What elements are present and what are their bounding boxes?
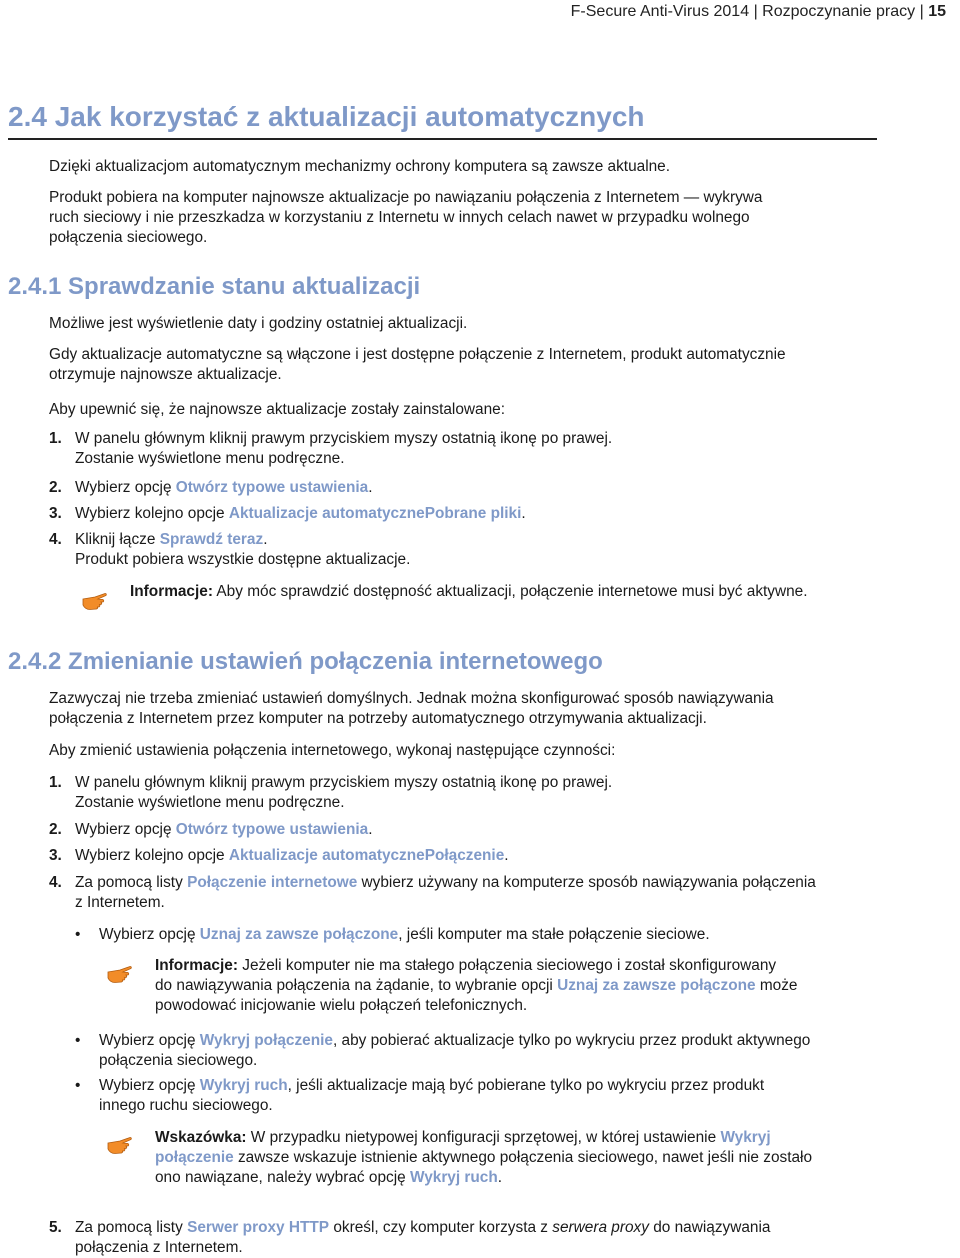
ui-option-link: Uznaj za zawsze połączone — [199, 926, 399, 943]
bullet-text: Wybierz opcję Wykryj połączenie, aby pobierać aktualizacje tylko po wykryciu przez produkt aktywnego połączenia sieciowego. — [99, 1032, 811, 1069]
ui-option-link: Wykryj — [720, 1129, 771, 1146]
step-number: 2. — [49, 821, 62, 838]
pointing-hand-icon — [107, 963, 133, 985]
page-number: 15 — [928, 3, 946, 20]
subsection-title: 2.4.2 Zmienianie ustawień połączenia internetowego — [8, 648, 603, 675]
section-title: 2.4 Jak korzystać z aktualizacji automatycznych — [8, 101, 645, 132]
info-note: Informacje: Aby móc sprawdzić dostępność aktualizacji, połączenie internetowe musi być aktywne. — [130, 583, 808, 600]
step-text: Kliknij łącze Sprawdź teraz. Produkt pobiera wszystkie dostępne aktualizacje. — [75, 531, 411, 568]
ui-option-link: Wykryj ruch — [409, 1169, 498, 1186]
doc-title: F-Secure Anti-Virus 2014 — [570, 3, 750, 20]
ui-option-link: Otwórz typowe ustawienia — [175, 479, 369, 496]
step-number: 3. — [49, 505, 62, 522]
ui-option-link: Aktualizacje automatycznePobrane pliki — [228, 505, 522, 522]
section-intro: Dzięki aktualizacjom automatycznym mechanizmy ochrony komputera są zawsze aktualne. — [49, 158, 671, 175]
bullet-text: Wybierz opcję Wykryj ruch, jeśli aktualizacje mają być pobierane tylko po wykryciu przez produkt innego ruchu sieciowego. — [99, 1077, 765, 1114]
info-note: Informacje: Jeżeli komputer nie ma stałego połączenia sieciowego i został skonfigurowany do nawiązywania połączenia na żądanie, to wybranie opcji Uznaj za zawsze połączone może powodować inicjowanie wielu połączeń telefonicznych. — [155, 957, 798, 1014]
step-number: 5. — [49, 1219, 62, 1236]
step-text: Wybierz kolejno opcje Aktualizacje automatycznePobrane pliki. — [75, 505, 526, 522]
paragraph: Gdy aktualizacje automatyczne są włączone i jest dostępne połączenie z Internetem, produkt automatycznie otrzymuje najnowsze aktualizacje. — [49, 346, 786, 383]
step-number: 2. — [49, 479, 62, 496]
ui-option-link: Otwórz typowe ustawienia — [175, 821, 369, 838]
ui-option-link: Wykryj połączenie — [199, 1032, 333, 1049]
bullet-marker: • — [75, 1077, 81, 1094]
step-text: Wybierz opcję Otwórz typowe ustawienia. — [75, 821, 373, 838]
bullet-marker: • — [75, 926, 81, 943]
step-number: 4. — [49, 874, 62, 891]
paragraph: Możliwe jest wyświetlenie daty i godziny ostatniej aktualizacji. — [49, 315, 468, 332]
step-number: 1. — [49, 774, 62, 791]
ui-option-link: Wykryj ruch — [199, 1077, 288, 1094]
ui-option-link: Aktualizacje automatycznePołączenie — [228, 847, 505, 864]
step-text: Za pomocą listy Serwer proxy HTTP określ, czy komputer korzysta z serwera proxy do nawiązywania połączenia z Internetem. — [75, 1219, 771, 1256]
ui-option-link: Uznaj za zawsze połączone — [557, 977, 756, 994]
running-header: F-Secure Anti-Virus 2014 | Rozpoczynanie pracy | 15 — [570, 3, 946, 20]
paragraph: Aby zmienić ustawienia połączenia internetowego, wykonaj następujące czynności: — [49, 742, 616, 759]
step-text: Wybierz opcję Otwórz typowe ustawienia. — [75, 479, 373, 496]
paragraph: Aby upewnić się, że najnowsze aktualizacje zostały zainstalowane: — [49, 401, 505, 418]
subsection-title: 2.4.1 Sprawdzanie stanu aktualizacji — [8, 273, 421, 300]
ui-option-link: Serwer proxy HTTP — [187, 1219, 330, 1236]
paragraph: Zazwyczaj nie trzeba zmieniać ustawień domyślnych. Jednak można skonfigurować sposób nawiązywania połączenia z Internetem przez komputer na potrzeby automatycznego otrzymywania aktualizacji. — [49, 690, 774, 727]
pointing-hand-icon — [107, 1134, 133, 1156]
step-text: Za pomocą listy Połączenie internetowe wybierz używany na komputerze sposób nawiązywania połączenia z Internetem. — [75, 874, 816, 911]
tip-note: Wskazówka: W przypadku nietypowej konfiguracji sprzętowej, w której ustawienie Wykryj połączenie zawsze wskazuje istnienie aktywnego połączenia sieciowego, nawet jeśli nie zostało ono nawiązane, należy wybrać opcję Wykryj ruch. — [155, 1129, 813, 1186]
bullet-marker: • — [75, 1032, 81, 1049]
step-text: Wybierz kolejno opcje Aktualizacje automatycznePołączenie. — [75, 847, 509, 864]
step-number: 1. — [49, 430, 62, 447]
ui-option-link: połączenie — [155, 1149, 234, 1166]
step-number: 4. — [49, 531, 62, 548]
chapter-title: Rozpoczynanie pracy — [762, 3, 916, 20]
section-paragraph: Produkt pobiera na komputer najnowsze aktualizacje po nawiązaniu połączenia z Internetem — wykrywa ruch sieciowy i nie przeszkadza w korzystaniu z Internetu w innych celach nawet w przypadku wolnego połączenia sieciowego. — [49, 189, 763, 246]
bullet-text: Wybierz opcję Uznaj za zawsze połączone, jeśli komputer ma stałe połączenie sieciowe. — [99, 926, 710, 943]
step-text: W panelu głównym kliknij prawym przyciskiem myszy ostatnią ikonę po prawej. Zostanie wyświetlone menu podręczne. — [75, 430, 613, 467]
section-divider — [8, 138, 877, 140]
step-number: 3. — [49, 847, 62, 864]
pointing-hand-icon — [82, 590, 108, 612]
ui-option-link: Sprawdź teraz — [159, 531, 264, 548]
ui-option-link: Połączenie internetowe — [187, 874, 358, 891]
step-text: W panelu głównym kliknij prawym przyciskiem myszy ostatnią ikonę po prawej. Zostanie wyświetlone menu podręczne. — [75, 774, 613, 811]
